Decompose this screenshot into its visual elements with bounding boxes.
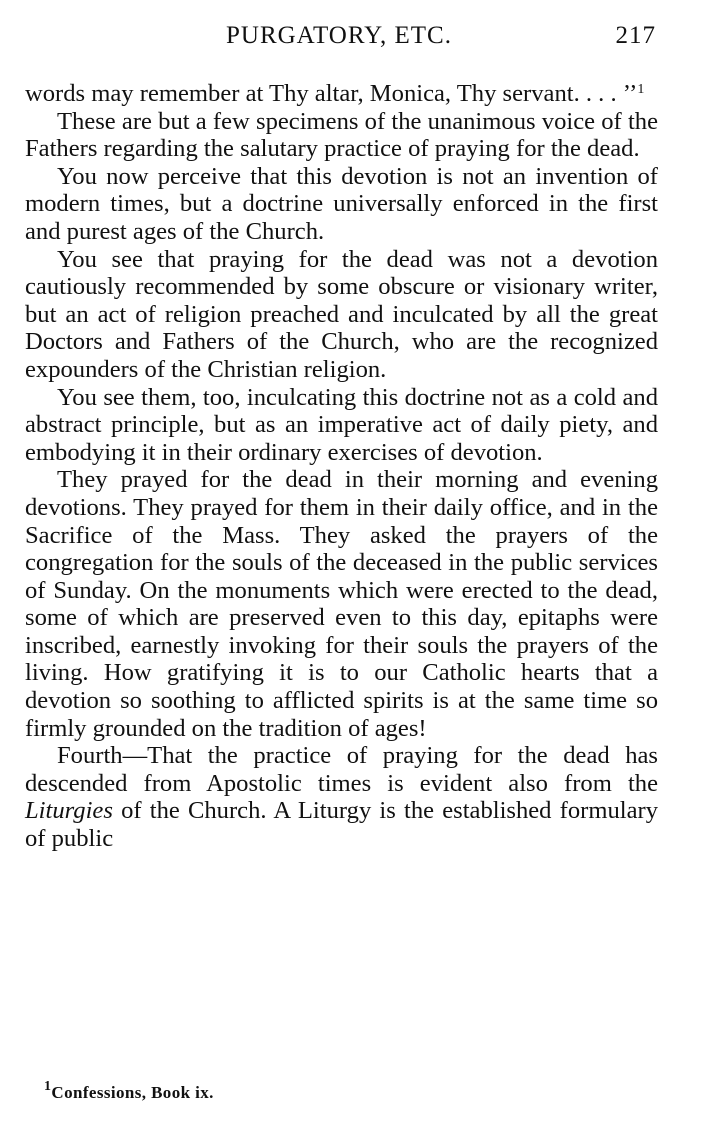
paragraph: They prayed for the dead in their morning and evening devotions. They prayed for them in their daily office, and in the Sacrifice of the Mass. They asked the prayers of the congregation for the souls of the deceased in the public services of Sunday. On the monuments which were erected to the dead, some of which are preserved even to this day, epitaphs were inscribed, earnestly invoking for their souls the prayers of the living. How gratifying it is to our Catholic hearts that a devotion so soothing to afflicted spirits is at the same time so firmly grounded on the tradition of ages! xyxy=(25,466,658,742)
running-title: PURGATORY, ETC. xyxy=(226,22,452,49)
paragraph-text: Fourth—That the practice of praying for the dead has descended from Apostolic times is evident also from the xyxy=(25,742,658,797)
paragraph xyxy=(25,742,658,852)
paragraph: You see them, too, inculcating this doctrine not as a cold and abstract principle, but as an imperative act of daily piety, and embodying it in their ordinary exercises of devotion. xyxy=(25,383,658,466)
footnote-text: Confessions, Book ix. xyxy=(51,1083,214,1102)
footnote-marker: 1 xyxy=(44,1079,52,1094)
paragraph: You see that praying for the dead was not a devotion cautiously recommended by some obscure or visionary writer, but an act of religion preached and inculcated by all the great Doctors and Fathers of the Church, who are the recognized expounders of the Christian religion. xyxy=(25,245,658,383)
paragraph: You now perceive that this devotion is not an invention of modern times, but a doctrine universally enforced in the first and purest ages of the Church. xyxy=(25,162,658,245)
body-text xyxy=(25,80,658,853)
footnote-reference: 1 xyxy=(637,82,645,97)
footnote xyxy=(44,1079,214,1103)
running-header xyxy=(26,22,656,56)
paragraph-text: of the Church. A Liturgy is the established formulary of public xyxy=(25,797,658,853)
italic-term: Liturgies xyxy=(25,797,113,825)
paragraph-text: words may remember at Thy altar, Monica, Thy servant. . . . ’’ xyxy=(25,80,638,107)
paragraph-continuation xyxy=(25,80,658,108)
paragraph: These are but a few specimens of the unanimous voice of the Fathers regarding the salutary practice of praying for the dead. xyxy=(25,107,658,163)
page-number: 217 xyxy=(615,22,656,49)
